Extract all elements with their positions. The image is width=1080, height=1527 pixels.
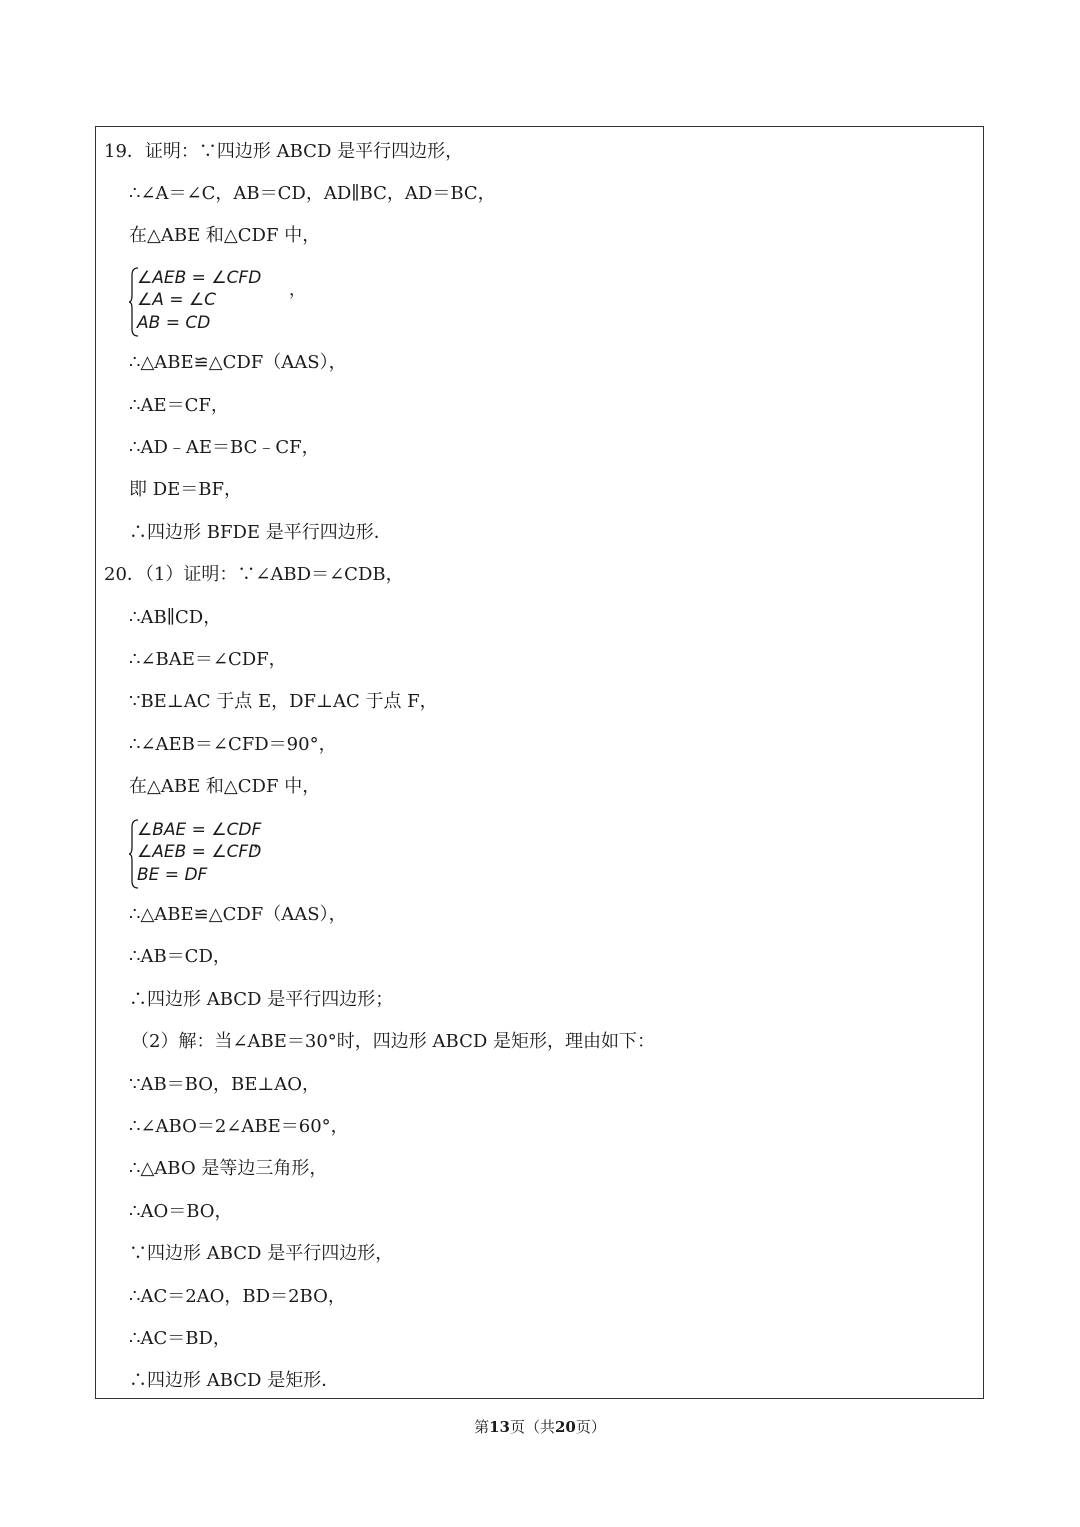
q19-line: ∴四边形 BFDE 是平行四边形． [129,522,392,543]
page-footer [0,1417,1080,1437]
q20-heading: 20．（1）证明：∵∠ABD＝∠CDB， [104,564,404,585]
system-row: BE = DF [137,865,208,885]
q20-line: ∴△ABE≌△CDF（AAS）， [129,904,347,925]
footer-middle: 页（共 [509,1418,555,1436]
q19-heading: 19．证明：∵四边形 ABCD 是平行四边形， [104,141,464,162]
answer-box [95,126,984,1399]
q20-line: ∴∠BAE＝∠CDF， [129,649,287,670]
q19-line: ∴∠A＝∠C，AB＝CD，AD∥BC，AD＝BC， [129,183,496,204]
system-row: ∠AEB = ∠CFD [137,268,262,288]
q20-equation-system [129,819,349,889]
q20-line: ∴AC＝2AO，BD＝2BO， [129,1286,346,1307]
q20-line: ∵BE⊥AC 于点 E，DF⊥AC 于点 F， [129,691,438,712]
q20-line: ∴∠ABO＝2∠ABE＝60°， [129,1116,349,1137]
footer-page-number: 13 [489,1418,510,1436]
system-row: ∠BAE = ∠CDF [137,820,262,840]
q20-line: ∵四边形 ABCD 是平行四边形， [129,1243,394,1264]
q20-line: ∴AC＝BD， [129,1328,231,1349]
q20-line: ∴AB∥CD， [129,607,222,628]
footer-total-pages: 20 [555,1418,576,1436]
system-row: AB = CD [137,313,211,333]
q20-line: ∴AO＝BO， [129,1201,233,1222]
q19-line: ∴△ABE≌△CDF（AAS）， [129,352,347,373]
q19-equation-system [129,267,349,337]
system-separator: ， [289,280,306,300]
q20-line: ∴∠AEB＝∠CFD＝90°， [129,734,337,755]
system-row: ∠A = ∠C [137,290,217,310]
q20-part2-heading: （2）解：当∠ABE＝30°时，四边形 ABCD 是矩形，理由如下： [131,1031,656,1052]
system-separator: ， [253,832,270,852]
q20-line: ∴AB＝CD， [129,946,231,967]
footer-suffix: 页） [575,1418,606,1436]
q19-line: 即 DE＝BF， [129,479,243,500]
q20-line: ∴△ABO 是等边三角形， [129,1158,328,1179]
q19-line: 在△ABE 和△CDF 中， [129,225,321,246]
q20-line: ∴四边形 ABCD 是平行四边形； [129,989,394,1010]
q20-line: ∵AB＝BO，BE⊥AO， [129,1074,321,1095]
system-row: ∠AEB = ∠CFD [137,842,262,862]
footer-prefix: 第 [474,1418,490,1436]
q20-line: ∴四边形 ABCD 是矩形． [129,1370,340,1391]
q19-line: ∴AE＝CF， [129,395,229,416]
q19-line: ∴AD﹣AE＝BC﹣CF， [129,437,320,458]
q20-line: 在△ABE 和△CDF 中， [129,776,321,797]
